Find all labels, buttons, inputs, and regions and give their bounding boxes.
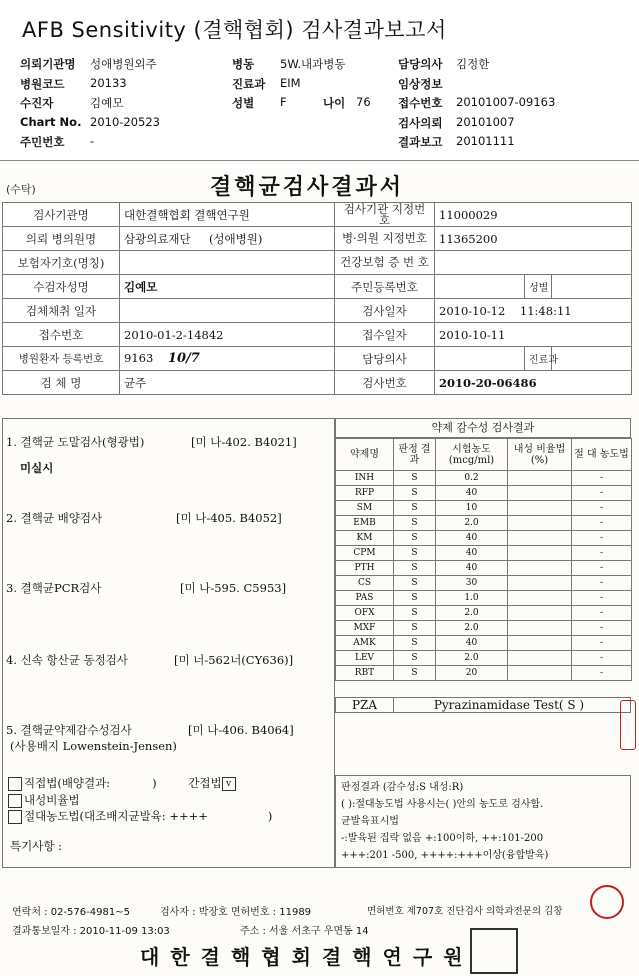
ast-cell	[508, 666, 572, 681]
method-direct	[8, 775, 238, 791]
sex	[552, 275, 632, 299]
header-value: 김예모	[90, 96, 124, 110]
ast-row	[336, 591, 632, 606]
lab-id-label: 검사기관 지정번호	[335, 203, 435, 227]
test-code: [미 나-406. B4064]	[188, 723, 294, 737]
ast-cell: OFX	[336, 606, 394, 621]
ast-cell: S	[394, 561, 436, 576]
method-ratio	[8, 792, 80, 808]
ast-cell	[508, 606, 572, 621]
ast-cell: -	[572, 621, 632, 636]
absolute-checkbox[interactable]	[8, 810, 22, 824]
ast-row	[336, 576, 632, 591]
ast-cell	[508, 471, 572, 486]
ast-cell: -	[572, 561, 632, 576]
legend-box	[335, 775, 631, 868]
institution-seal	[470, 928, 518, 974]
test-name: 3. 결핵균PCR검사	[6, 581, 102, 595]
header-value: 20101111	[456, 134, 515, 148]
header-label: 병동	[232, 57, 255, 71]
dept-label: 진료과	[525, 347, 552, 371]
doctor	[435, 347, 525, 371]
ast-cell: -	[572, 486, 632, 501]
ast-cell	[508, 576, 572, 591]
ast-header: 시험농도 (mcg/ml)	[436, 439, 508, 471]
test-code: [미 나-405. B4052]	[176, 511, 282, 525]
header-value: 2010-20523	[90, 114, 160, 129]
ast-cell: S	[394, 576, 436, 591]
ast-cell: -	[572, 666, 632, 681]
test-code: [미 너-562너(CY636)]	[174, 653, 294, 667]
test-name: 2. 결핵균 배양검사	[6, 511, 103, 525]
accession-label: 접수번호	[3, 323, 120, 347]
test-item	[6, 652, 294, 668]
header-value: 20101007-09163	[456, 95, 556, 109]
legend-line: 판정결과 (감수성:S 내성:R)	[341, 782, 464, 793]
ast-cell: PTH	[336, 561, 394, 576]
notice-date: 결과통보일자 : 2010-11-09 13:03	[12, 926, 170, 937]
ast-cell: 40	[436, 636, 508, 651]
test-name: 5. 결핵균약제감수성검사	[6, 723, 132, 737]
ast-cell	[508, 546, 572, 561]
ast-header: 판정 결과	[394, 439, 436, 471]
lab-name: 대한결핵협회 결핵연구원	[120, 203, 335, 227]
ast-cell: -	[572, 606, 632, 621]
address: 주소 : 서울 서초구 우면동 14	[240, 926, 369, 937]
header-value: 5W.내과병동	[280, 57, 346, 71]
test-name: 1. 결핵균 도말검사(형광법)	[6, 435, 145, 449]
hospital-label: 의뢰 병의원명	[3, 227, 120, 251]
test-item	[6, 722, 294, 738]
ast-row	[336, 636, 632, 651]
ast-cell: SM	[336, 501, 394, 516]
test-item	[6, 434, 297, 450]
ast-cell: 2.0	[436, 651, 508, 666]
contact: 연락처 : 02-576-4981~5	[12, 907, 130, 918]
ast-cell: CPM	[336, 546, 394, 561]
ast-header: 내성 비율법(%)	[508, 439, 572, 471]
ast-header: 절 대 농도법	[572, 439, 632, 471]
ast-cell	[508, 636, 572, 651]
ast-row	[336, 666, 632, 681]
header-value: 김정한	[456, 57, 490, 71]
header-label: 의뢰기관명	[20, 57, 76, 71]
test-date-label: 검사일자	[335, 299, 435, 323]
accession: 2010-01-2-14842	[120, 323, 335, 347]
lab-name-label: 검사기관명	[3, 203, 120, 227]
direct-checkbox[interactable]	[8, 777, 22, 791]
indirect-label: 간접법	[188, 776, 222, 790]
registration-label: 병원환자 등록번호	[3, 347, 120, 371]
indirect-checkbox[interactable]: v	[222, 777, 236, 791]
absolute-label: 절대농도법(대조배지균발육: ++++	[24, 809, 208, 823]
hospital-name: 삼광의료재단	[124, 231, 191, 246]
header-label: 병원코드	[20, 76, 65, 91]
ast-row	[336, 651, 632, 666]
header-label: 성별	[232, 96, 255, 110]
ast-cell	[508, 621, 572, 636]
ast-cell: S	[394, 606, 436, 621]
ast-cell: 20	[436, 666, 508, 681]
ast-cell: S	[394, 666, 436, 681]
test-item	[6, 580, 287, 596]
ast-cell	[508, 501, 572, 516]
pza-label: PZA	[336, 698, 394, 712]
resident	[435, 275, 525, 299]
ratio-checkbox[interactable]	[8, 794, 22, 808]
ast-cell: -	[572, 471, 632, 486]
health-id	[435, 251, 632, 275]
ast-cell: LEV	[336, 651, 394, 666]
hospital-sub: (성애병원)	[208, 231, 263, 246]
header-value: -	[90, 134, 95, 148]
ast-cell: -	[572, 516, 632, 531]
header-label: 진료과	[232, 76, 266, 91]
ast-row	[336, 486, 632, 501]
hospital-id: 11365200	[435, 227, 632, 251]
ast-table	[335, 438, 632, 681]
doctor-label: 담당의사	[335, 347, 435, 371]
legend-line: -:발육된 집락 없음 +:100이하, ++:101-200	[341, 833, 544, 844]
ast-cell: S	[394, 471, 436, 486]
ast-cell: 0.2	[436, 471, 508, 486]
receive-date: 2010-10-11	[435, 323, 632, 347]
ast-cell: 30	[436, 576, 508, 591]
test-date: 2010-10-12 11:48:11	[435, 299, 632, 323]
handwritten-note: 10/7	[167, 351, 200, 366]
ast-cell: S	[394, 501, 436, 516]
test-result: 미실시	[20, 461, 54, 475]
ast-cell: S	[394, 531, 436, 546]
ast-row	[336, 621, 632, 636]
header-label: 수진자	[20, 96, 54, 110]
specimen: 균주	[120, 371, 335, 395]
ast-cell: S	[394, 621, 436, 636]
legend-line: +++:201 -500, ++++:+++이상(융합발육)	[341, 850, 549, 861]
special-notes: 특기사항 :	[10, 839, 62, 853]
ast-cell: -	[572, 531, 632, 546]
ast-cell: S	[394, 651, 436, 666]
ast-cell: RBT	[336, 666, 394, 681]
ast-cell: -	[572, 576, 632, 591]
ast-cell: RFP	[336, 486, 394, 501]
ast-cell: -	[572, 501, 632, 516]
header-divider	[0, 160, 639, 161]
header-label: 임상정보	[398, 76, 443, 91]
ast-cell: 1.0	[436, 591, 508, 606]
ast-cell	[508, 591, 572, 606]
method-absolute	[8, 808, 272, 824]
test-code: [미 나-402. B4021]	[191, 435, 297, 449]
ast-row	[336, 501, 632, 516]
ast-cell: 2.0	[436, 606, 508, 621]
header-value: 20133	[90, 75, 127, 90]
lab-id: 11000029	[435, 203, 632, 227]
test-code: [미 나-595. C5953]	[180, 581, 287, 595]
ast-cell: S	[394, 486, 436, 501]
pza-row	[335, 697, 631, 713]
specimen-label: 검 체 명	[3, 371, 120, 395]
patient-label: 수검자성명	[3, 275, 120, 299]
test-name: 4. 신속 항산균 동정검사	[6, 653, 128, 667]
ast-cell	[508, 486, 572, 501]
edge-stamp	[620, 700, 636, 750]
ast-cell: -	[572, 546, 632, 561]
collect-label: 검체채취 일자	[3, 299, 120, 323]
legend-line: 균발육표시법	[341, 816, 399, 827]
header-value: EIM	[280, 75, 301, 90]
ast-cell	[508, 516, 572, 531]
ratio-label: 내성비율법	[24, 793, 80, 807]
ast-title: 약제 감수성 검사결과	[335, 418, 631, 438]
hospital-cell	[120, 227, 335, 251]
absolute-close: )	[267, 809, 273, 823]
ast-row	[336, 606, 632, 621]
test-number-label: 검사번호	[335, 371, 435, 395]
ast-cell: EMB	[336, 516, 394, 531]
ast-header: 약제명	[336, 439, 394, 471]
test-number: 2010-20-06486	[435, 371, 632, 395]
insured	[120, 251, 335, 275]
ast-row	[336, 531, 632, 546]
ast-row	[336, 516, 632, 531]
header-label: 담당의사	[398, 57, 443, 71]
ast-cell: S	[394, 591, 436, 606]
sex-label: 성별	[525, 275, 552, 299]
sheet-title: 결핵균검사결과서	[210, 174, 405, 200]
doctor-seal	[590, 885, 624, 919]
ast-cell: MXF	[336, 621, 394, 636]
organization-name: 대한결핵협회결핵연구원	[140, 945, 474, 969]
age-label: 나이	[323, 96, 346, 110]
ast-cell: 40	[436, 546, 508, 561]
header-label: 결과보고	[398, 135, 443, 149]
ast-cell: CS	[336, 576, 394, 591]
ast-cell: -	[572, 636, 632, 651]
legend-line: ( ):절대농도법 사용시는( )안의 농도로 검사함.	[341, 799, 544, 810]
dept	[552, 347, 632, 371]
ast-row	[336, 546, 632, 561]
collect-date	[120, 299, 335, 323]
ast-cell: 40	[436, 486, 508, 501]
header-label: 검사의뢰	[398, 115, 443, 130]
license: 면허번호 제707호 진단검사 의학과전문의 김창	[367, 906, 563, 917]
ast-cell: S	[394, 636, 436, 651]
pza-result: Pyrazinamidase Test( S )	[433, 698, 585, 712]
registration-number: 9163	[124, 351, 154, 365]
ast-cell	[508, 651, 572, 666]
tester: 검사자 : 박장호 면허번호 : 11989	[160, 907, 312, 918]
ast-cell: 2.0	[436, 621, 508, 636]
header-label: 주민번호	[20, 135, 65, 149]
patient-info-table	[2, 202, 632, 395]
ast-cell: 40	[436, 531, 508, 546]
header-label: 접수번호	[398, 96, 443, 110]
ast-row	[336, 561, 632, 576]
ast-cell: 10	[436, 501, 508, 516]
direct-label: 직접법(배양결과:	[24, 776, 111, 790]
ast-row	[336, 471, 632, 486]
ast-cell	[508, 561, 572, 576]
resident-label: 주민등록번호	[335, 275, 435, 299]
receive-label: 접수일자	[335, 323, 435, 347]
header-value: 20101007	[456, 114, 515, 129]
report-title: AFB Sensitivity (결핵협회) 검사결과보고서	[22, 18, 447, 42]
test-result: (사용배지 Lowenstein-Jensen)	[10, 739, 177, 753]
ast-cell: KM	[336, 531, 394, 546]
direct-close: )	[152, 776, 157, 790]
health-id-label: 건강보험 증 번 호	[335, 251, 435, 275]
insured-label: 보험자기호(명칭)	[3, 251, 120, 275]
registration-cell	[120, 347, 335, 371]
ast-cell: S	[394, 546, 436, 561]
age-value: 76	[356, 95, 371, 109]
ast-cell: S	[394, 516, 436, 531]
test-item	[6, 510, 282, 526]
patient-name: 김예모	[120, 275, 335, 299]
ast-cell: 2.0	[436, 516, 508, 531]
ast-cell: PAS	[336, 591, 394, 606]
header-label: Chart No.	[20, 114, 82, 129]
hospital-id-label: 병·의원 지정번호	[335, 227, 435, 251]
ast-cell: -	[572, 591, 632, 606]
ast-cell: INH	[336, 471, 394, 486]
header-value: F	[280, 95, 287, 109]
ast-cell: 40	[436, 561, 508, 576]
consignment-mark: (수탁)	[6, 183, 36, 196]
ast-cell: -	[572, 651, 632, 666]
ast-cell: AMK	[336, 636, 394, 651]
ast-cell	[508, 531, 572, 546]
header-value: 성애병원외주	[90, 57, 157, 71]
